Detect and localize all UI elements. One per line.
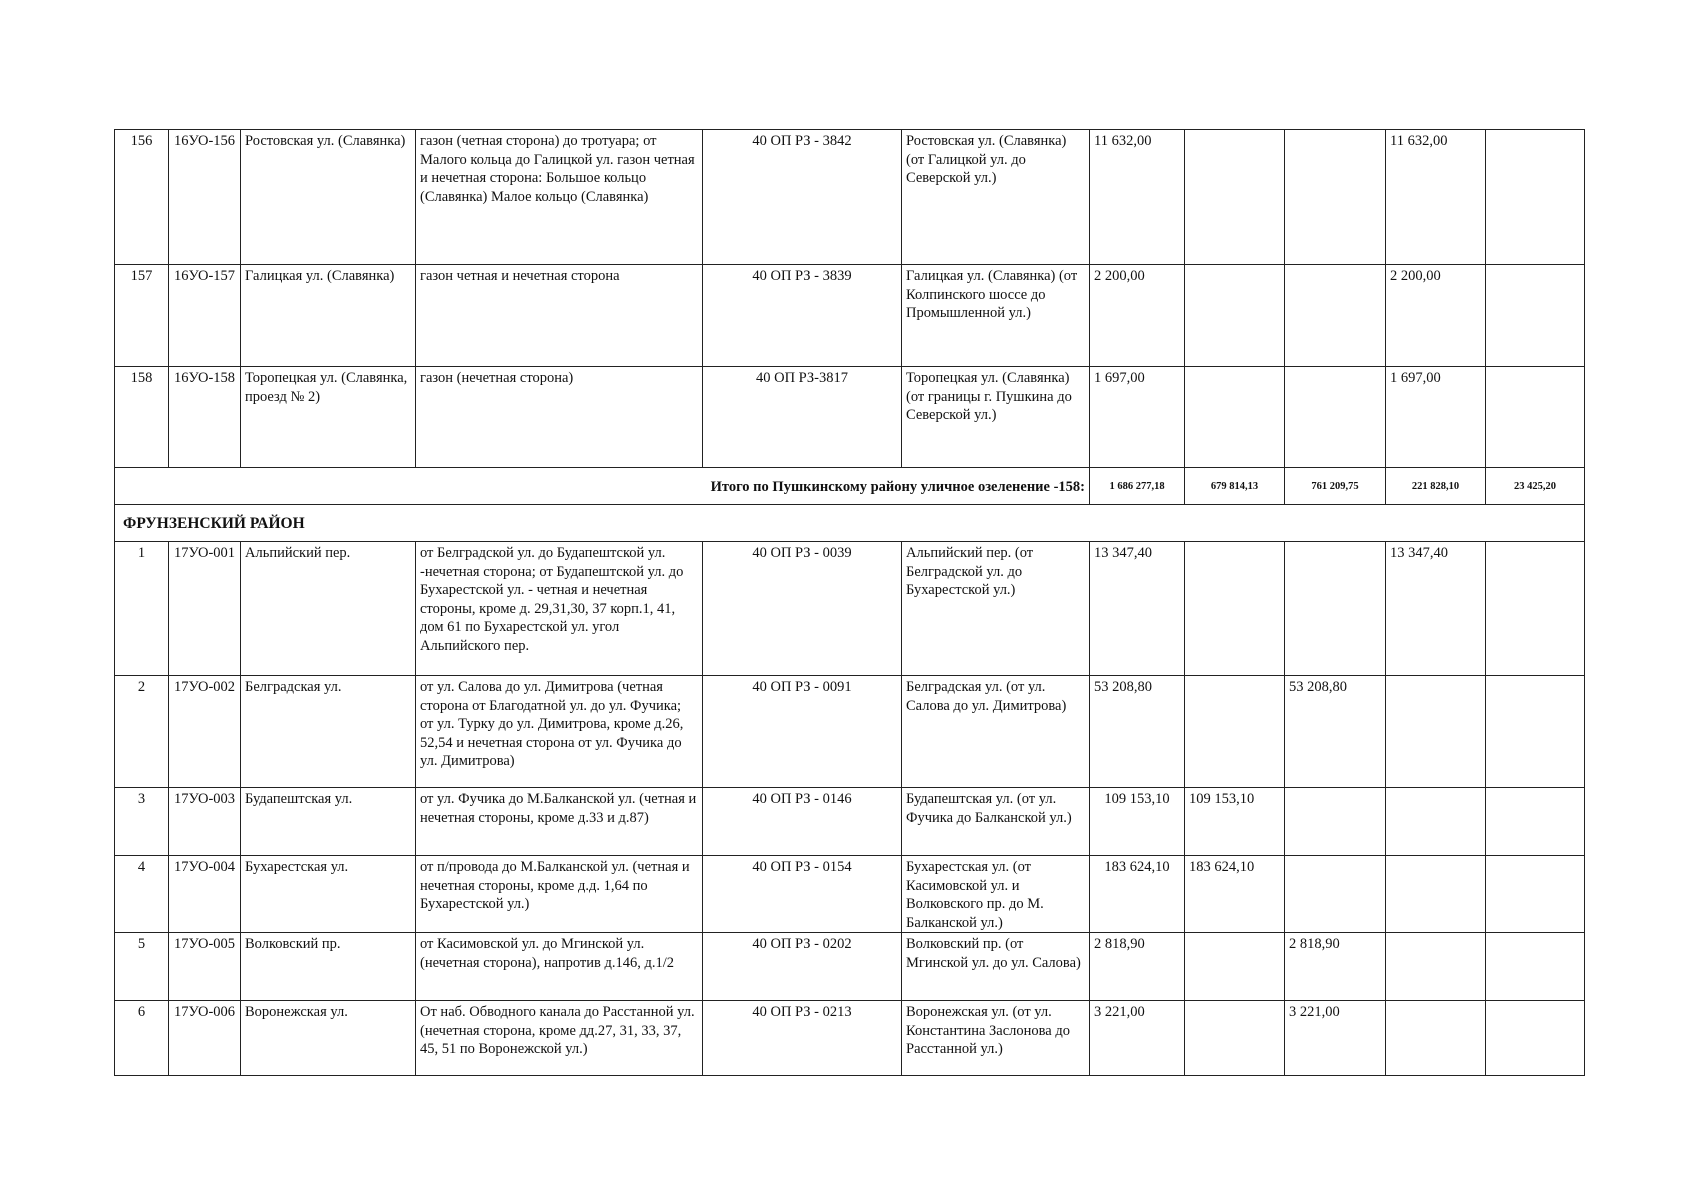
district-total-row: [115, 468, 1585, 505]
value-col-2: [1285, 367, 1386, 468]
total-area: 109 153,10: [1090, 788, 1185, 856]
road-section: Воронежская ул. (от ул. Константина Заслонова до Расстанной ул.): [902, 1001, 1090, 1076]
table-row: [115, 856, 1585, 933]
street-name: Ростовская ул. (Славянка): [241, 130, 416, 265]
row-code: 17УО-003: [169, 788, 241, 856]
value-col-4: [1486, 676, 1585, 788]
value-col-1: [1185, 542, 1285, 676]
street-name: Бухарестская ул.: [241, 856, 416, 933]
total-area: 3 221,00: [1090, 1001, 1185, 1076]
row-number: 4: [115, 856, 169, 933]
street-name: Будапештская ул.: [241, 788, 416, 856]
road-registry-number: 40 ОП РЗ - 0202: [703, 933, 902, 1001]
road-section: Бухарестская ул. (от Касимовской ул. и Волковского пр. до М. Балканской ул.): [902, 856, 1090, 933]
value-col-2: 3 221,00: [1285, 1001, 1386, 1076]
area-description: от Белградской ул. до Будапештской ул. -нечетная сторона; от Будапештской ул. до Бухарестской ул. - четная и нечетная стороны, кроме д. 29,31,30, 37 корп.1, 41, дом 61 по Бухарестской ул. угол Альпийского пер.: [416, 542, 703, 676]
total-area: 53 208,80: [1090, 676, 1185, 788]
district-header-row: [115, 505, 1585, 542]
value-col-2: [1285, 856, 1386, 933]
row-number: 1: [115, 542, 169, 676]
value-col-3: [1386, 1001, 1486, 1076]
value-col-2: [1285, 542, 1386, 676]
road-registry-number: 40 ОП РЗ - 0146: [703, 788, 902, 856]
value-col-2: [1285, 130, 1386, 265]
road-section: Волковский пр. (от Мгинской ул. до ул. Салова): [902, 933, 1090, 1001]
row-number: 158: [115, 367, 169, 468]
street-name: Альпийский пер.: [241, 542, 416, 676]
road-section: Торопецкая ул. (Славянка) (от границы г. Пушкина до Северской ул.): [902, 367, 1090, 468]
value-col-3: [1386, 933, 1486, 1001]
row-number: 156: [115, 130, 169, 265]
street-name: Воронежская ул.: [241, 1001, 416, 1076]
value-col-2: 2 818,90: [1285, 933, 1386, 1001]
area-description: газон четная и нечетная сторона: [416, 265, 703, 367]
district-name: ФРУНЗЕНСКИЙ РАЙОН: [115, 505, 1585, 542]
row-code: 17УО-004: [169, 856, 241, 933]
street-name: Торопецкая ул. (Славянка, проезд № 2): [241, 367, 416, 468]
area-description: от ул. Фучика до М.Балканской ул. (четная и нечетная стороны, кроме д.33 и д.87): [416, 788, 703, 856]
row-code: 17УО-005: [169, 933, 241, 1001]
table-row: [115, 933, 1585, 1001]
district-total-value: 221 828,10: [1386, 468, 1486, 505]
district-total-value: 679 814,13: [1185, 468, 1285, 505]
road-section: Ростовская ул. (Славянка) (от Галицкой ул. до Северской ул.): [902, 130, 1090, 265]
row-number: 157: [115, 265, 169, 367]
row-code: 16УО-157: [169, 265, 241, 367]
row-code: 17УО-006: [169, 1001, 241, 1076]
value-col-4: [1486, 367, 1585, 468]
street-name: Белградская ул.: [241, 676, 416, 788]
table-row: [115, 788, 1585, 856]
table-row: [115, 130, 1585, 265]
road-section: Белградская ул. (от ул. Салова до ул. Димитрова): [902, 676, 1090, 788]
table-row: [115, 542, 1585, 676]
value-col-3: 13 347,40: [1386, 542, 1486, 676]
area-description: газон (нечетная сторона): [416, 367, 703, 468]
area-description: от Касимовской ул. до Мгинской ул. (нечетная сторона), напротив д.146, д.1/2: [416, 933, 703, 1001]
value-col-1: 109 153,10: [1185, 788, 1285, 856]
total-area: 11 632,00: [1090, 130, 1185, 265]
road-section: Будапештская ул. (от ул. Фучика до Балканской ул.): [902, 788, 1090, 856]
value-col-4: [1486, 933, 1585, 1001]
value-col-4: [1486, 542, 1585, 676]
district-total-label: Итого по Пушкинскому району уличное озеленение -158:: [115, 468, 1090, 505]
value-col-4: [1486, 265, 1585, 367]
street-name: Галицкая ул. (Славянка): [241, 265, 416, 367]
area-description: от ул. Салова до ул. Димитрова (четная сторона от Благодатной ул. до ул. Фучика; от ул. Турку до ул. Димитрова, кроме д.26, 52,54 и нечетная сторона от ул. Фучика до ул. Димитрова): [416, 676, 703, 788]
row-code: 16УО-156: [169, 130, 241, 265]
value-col-4: [1486, 130, 1585, 265]
value-col-3: 2 200,00: [1386, 265, 1486, 367]
row-code: 17УО-002: [169, 676, 241, 788]
value-col-3: 1 697,00: [1386, 367, 1486, 468]
area-description: От наб. Обводного канала до Расстанной ул. (нечетная сторона, кроме дд.27, 31, 33, 37, 45, 51 по Воронежской ул.): [416, 1001, 703, 1076]
row-number: 6: [115, 1001, 169, 1076]
value-col-3: [1386, 856, 1486, 933]
value-col-1: [1185, 676, 1285, 788]
value-col-4: [1486, 1001, 1585, 1076]
street-name: Волковский пр.: [241, 933, 416, 1001]
value-col-3: [1386, 788, 1486, 856]
road-registry-number: 40 ОП РЗ - 0091: [703, 676, 902, 788]
area-description: газон (четная сторона) до тротуара; от Малого кольца до Галицкой ул. газон четная и нечетная сторона: Большое кольцо (Славянка) Малое кольцо (Славянка): [416, 130, 703, 265]
row-number: 3: [115, 788, 169, 856]
value-col-4: [1486, 788, 1585, 856]
row-code: 16УО-158: [169, 367, 241, 468]
road-registry-number: 40 ОП РЗ - 0039: [703, 542, 902, 676]
row-number: 2: [115, 676, 169, 788]
value-col-3: [1386, 676, 1486, 788]
value-col-1: [1185, 1001, 1285, 1076]
value-col-1: [1185, 933, 1285, 1001]
total-area: 2 200,00: [1090, 265, 1185, 367]
value-col-1: [1185, 130, 1285, 265]
table-row: [115, 1001, 1585, 1076]
road-registry-number: 40 ОП РЗ - 0213: [703, 1001, 902, 1076]
value-col-1: 183 624,10: [1185, 856, 1285, 933]
value-col-2: [1285, 265, 1386, 367]
value-col-3: 11 632,00: [1386, 130, 1486, 265]
value-col-2: 53 208,80: [1285, 676, 1386, 788]
value-col-1: [1185, 265, 1285, 367]
road-section: Альпийский пер. (от Белградской ул. до Бухарестской ул.): [902, 542, 1090, 676]
total-area: 13 347,40: [1090, 542, 1185, 676]
total-area: 183 624,10: [1090, 856, 1185, 933]
area-description: от п/провода до М.Балканской ул. (четная и нечетная стороны, кроме д.д. 1,64 по Бухарестской ул.): [416, 856, 703, 933]
value-col-4: [1486, 856, 1585, 933]
table-row: [115, 676, 1585, 788]
table-row: [115, 367, 1585, 468]
table-row: [115, 265, 1585, 367]
district-total-value: 1 686 277,18: [1090, 468, 1185, 505]
road-registry-number: 40 ОП РЗ - 3839: [703, 265, 902, 367]
value-col-2: [1285, 788, 1386, 856]
road-section: Галицкая ул. (Славянка) (от Колпинского шоссе до Промышленной ул.): [902, 265, 1090, 367]
total-area: 1 697,00: [1090, 367, 1185, 468]
district-total-value: 761 209,75: [1285, 468, 1386, 505]
road-registry-number: 40 ОП РЗ-3817: [703, 367, 902, 468]
total-area: 2 818,90: [1090, 933, 1185, 1001]
row-number: 5: [115, 933, 169, 1001]
register-table: [114, 129, 1585, 1076]
district-total-value: 23 425,20: [1486, 468, 1585, 505]
road-registry-number: 40 ОП РЗ - 3842: [703, 130, 902, 265]
row-code: 17УО-001: [169, 542, 241, 676]
road-registry-number: 40 ОП РЗ - 0154: [703, 856, 902, 933]
value-col-1: [1185, 367, 1285, 468]
